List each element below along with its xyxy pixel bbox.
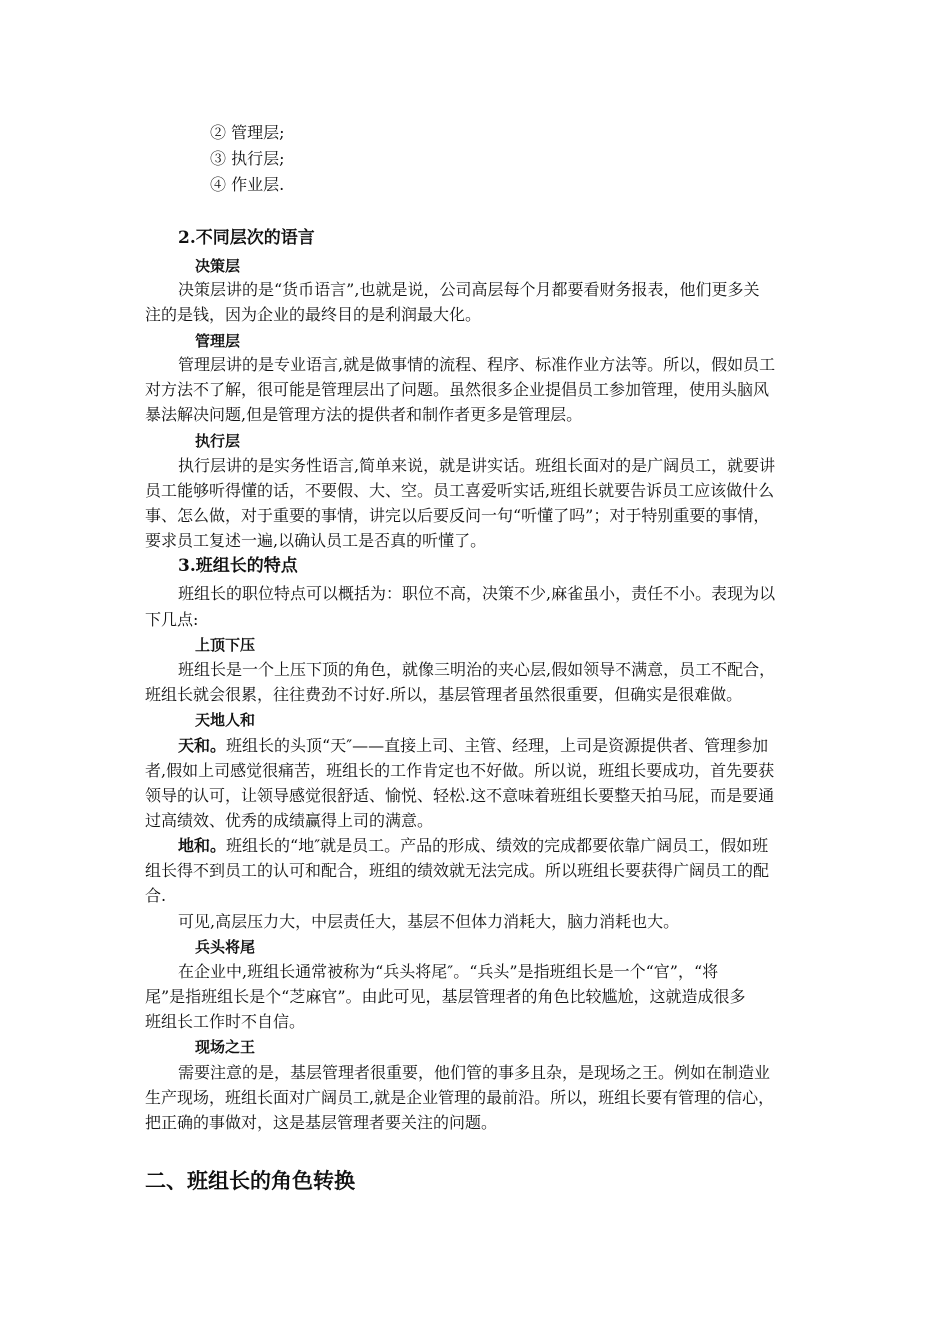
subsection-title: 现场之王 (195, 1038, 256, 1056)
list-item: ② 管理层; (210, 123, 285, 142)
list-item: ③ 执行层; (210, 149, 285, 168)
paragraph-line: 执行层讲的是实务性语言,简单来说，就是讲实话。班组长面对的是广阔员工，就要讲 (178, 456, 776, 475)
paragraph-line: 组长得不到员工的认可和配合，班组的绩效就无法完成。所以班组长要获得广阔员工的配 (145, 861, 770, 880)
paragraph-line: 决策层讲的是“货币语言”,也就是说，公司高层每个月都要看财务报表，他们更多关 (178, 280, 760, 299)
subsection-title: 决策层 (195, 257, 241, 275)
chapter-heading: 二、班组长的角色转换 (145, 1168, 355, 1193)
paragraph-line: 班组长的职位特点可以概括为：职位不高，决策不少,麻雀虽小，责任不小。表现为以 (178, 584, 776, 603)
inline-bold-label: 天和。 (178, 736, 227, 755)
paragraph-line: 员工能够听得懂的话，不要假、大、空。员工喜爱听实话,班组长就要告诉员工应该做什么 (145, 481, 775, 500)
subsection-title: 管理层 (195, 332, 241, 350)
paragraph-line: 班组长工作时不自信。 (145, 1012, 306, 1031)
paragraph-line: 需要注意的是，基层管理者很重要，他们管的事多且杂，是现场之王。例如在制造业 (178, 1063, 771, 1082)
subsection-title: 执行层 (195, 432, 241, 450)
paragraph-line: 生产现场，班组长面对广阔员工,就是企业管理的最前沿。所以，班组长要有管理的信心， (145, 1088, 775, 1107)
paragraph-line: 在企业中,班组长通常被称为“兵头将尾″。“兵头”是指班组长是一个“官”，“将 (178, 962, 719, 981)
paragraph-line: 事、怎么做，对于重要的事情，讲完以后要反问一句“听懂了吗”；对于特别重要的事情， (145, 506, 770, 525)
paragraph-line: 领导的认可，让领导感觉很舒适、愉悦、轻松.这不意味着班组长要整天拍马屁，而是要通 (145, 786, 775, 805)
paragraph-line: 班组长就会很累，往往费劲不讨好.所以，基层管理者虽然很重要，但确实是很难做。 (145, 685, 743, 704)
section-heading: 3.班组长的特点 (178, 556, 298, 576)
subsection-title: 天地人和 (195, 711, 256, 729)
paragraph-line: 过高绩效、优秀的成绩赢得上司的满意。 (145, 811, 434, 830)
subsection-title: 上顶下压 (195, 636, 256, 654)
paragraph-line: 管理层讲的是专业语言,就是做事情的流程、程序、标准作业方法等。所以，假如员工 (178, 355, 776, 374)
inline-text: 班组长的“地″就是员工。产品的形成、绩效的完成都要依靠广阔员工，假如班 (226, 836, 769, 855)
subsection-title: 兵头将尾 (195, 938, 256, 956)
paragraph-line (178, 833, 768, 859)
paragraph-line: 对方法不了解，很可能是管理层出了问题。虽然很多企业提倡员工参加管理，使用头脑风 (145, 380, 770, 399)
paragraph-line: 暴法解决问题,但是管理方法的提供者和制作者更多是管理层。 (145, 405, 583, 424)
inline-text: 班组长的头顶“天″——直接上司、主管、经理，上司是资源提供者、管理参加 (226, 736, 769, 755)
paragraph-line: 合. (145, 886, 167, 905)
paragraph-line: 注的是钱，因为企业的最终目的是利润最大化。 (145, 305, 482, 324)
paragraph-line: 下几点: (145, 610, 199, 629)
section-heading: 2.不同层次的语言 (178, 228, 315, 248)
paragraph-line: 要求员工复述一遍,以确认员工是否真的听懂了。 (145, 531, 487, 550)
inline-bold-label: 地和。 (178, 836, 227, 855)
paragraph-line: 班组长是一个上压下顶的角色，就像三明治的夹心层,假如领导不满意，员工不配合， (178, 660, 776, 679)
paragraph-line (178, 733, 768, 759)
paragraph-line: 尾”是指班组长是个“芝麻官”。由此可见，基层管理者的角色比较尴尬，这就造成很多 (145, 987, 746, 1006)
paragraph-line: 者,假如上司感觉很痛苦，班组长的工作肯定也不好做。所以说，班组长要成功，首先要获 (145, 761, 775, 780)
paragraph-line: 可见,高层压力大，中层责任大，基层不但体力消耗大，脑力消耗也大。 (178, 912, 680, 931)
paragraph-line: 把正确的事做对，这是基层管理者要关注的问题。 (145, 1113, 498, 1132)
list-item: ④ 作业层. (210, 175, 285, 194)
